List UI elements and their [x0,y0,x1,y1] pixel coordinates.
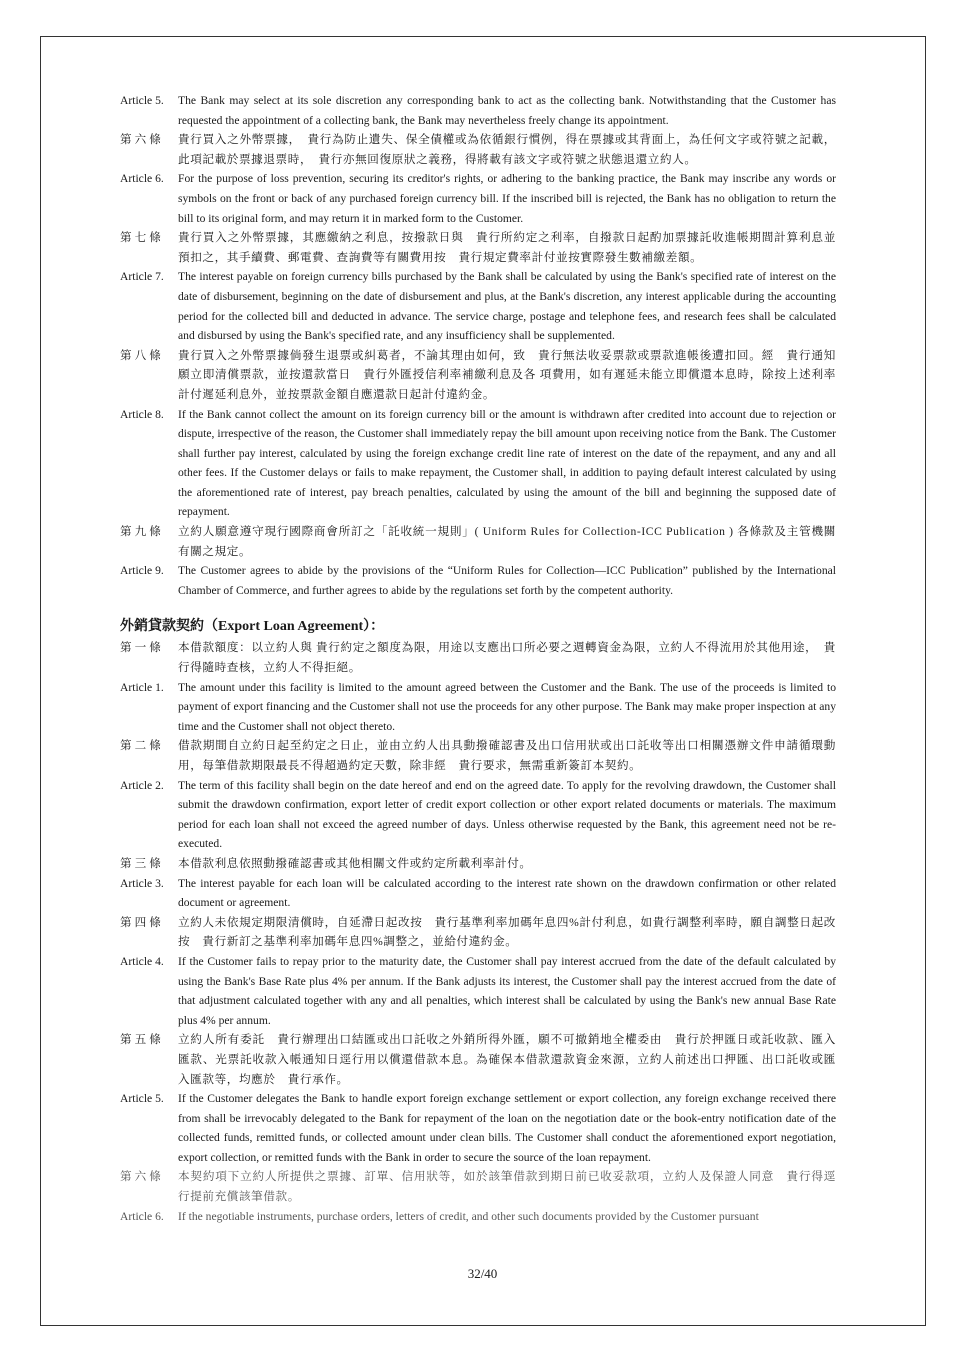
article-label: Article 3. [120,876,164,890]
article-english [120,776,836,854]
article-chinese [120,854,836,874]
article-english [120,169,836,228]
article-chinese [120,522,836,561]
article-text: 本契約項下立約人所提供之票據、訂單、信用狀等，如於該筆借款到期日前已收妥款項，立約人及保證人同意 貴行得逕行提前充償該筆借款。 [178,1170,836,1204]
article-text: The amount under this facility is limited to the amount agreed between the Customer and the Bank. The use of the proceeds is limited to payment of export financing and the Customer shall not use the proceeds for any other purpose. The Bank may make proper inspection at any time and the Customer shall not object thereto. [178,680,836,733]
article-label: 第六條 [120,133,164,147]
article-label: 第七條 [120,231,164,245]
article-label: 第八條 [120,348,164,362]
article-text: 本借款額度：以立約人與 貴行約定之額度為限，用途以支應出口所必要之週轉資金為限，立約人不得流用於其他用途， 貴行得隨時查核，立約人不得拒絕。 [178,641,836,675]
document-body [120,91,836,1226]
article-english [120,267,836,345]
collection-articles [120,91,836,600]
article-chinese [120,1167,836,1206]
article-label: Article 5. [120,94,164,107]
article-label: 第六條 [120,1170,164,1184]
article-text: 立約人願意遵守現行國際商會所訂之「託收統一規則」( Uniform Rules for Collection-ICC Publication ) 各條款及主管機關有關之規定。 [178,525,836,558]
article-text: 貴行買入之外幣票據， 貴行為防止遺失、保全債權或為依循銀行慣例，得在票據或其背面上，為任何文字或符號之記載，此項記載於票據退票時， 貴行亦無回復原狀之義務，得將載有該文字或符號之狀態退還立約人。 [178,133,836,166]
export-loan-articles [120,638,836,1226]
article-text: 借款期間自立約日起至約定之日止，並由立約人出具動撥確認書及出口信用狀或出口託收等出口相關憑辦文件申請循環動用，每筆借款期限最長不得超過約定天數，除非經 貴行要求，無需重新簽訂本契約。 [178,739,836,772]
article-chinese [120,736,836,775]
article-label: Article 6. [120,172,164,186]
article-text: The interest payable on foreign currency bills purchased by the Bank shall be calculated by using the Bank's specified rate of interest on the date of disbursement, beginning on the date of disbursement and plus, at the Bank's discretion, any interest applicable during the accounting period for the collected bill and deducted in advance. The service charge, postage and telephone fees, and research fees shall be calculated and disbursed by using the Bank's specified rate, and any insufficiency shall be supplemented. [178,270,836,343]
article-label: Article 4. [120,954,164,968]
article-text: 立約人所有委託 貴行辦理出口結匯或出口託收之外銷所得外匯，願不可撤銷地全權委由 貴行於押匯日或託收款、匯入匯款、光票託收款入帳通知日逕行用以償還借款本息。為確保本借款還款資金來源，立約人前述出口押匯、出口託收或匯入匯款等，均應於 貴行承作。 [178,1033,836,1086]
article-label: Article 7. [120,270,164,284]
article-label: Article 6. [120,1209,164,1223]
article-text: The Customer agrees to abide by the provisions of the “Uniform Rules for Collection—ICC Publication” published by the International Chamber of Commerce, and further agrees to abide by the regulations set forth by the competent authority. [178,564,836,597]
article-chinese [120,228,836,267]
article-text: The Bank may select at its sole discretion any corresponding bank to act as the collecting bank. Notwithstanding that the Customer has requested the appointment of a collecting bank, the Bank may nevertheless freely change its appointment. [178,94,836,127]
article-label: Article 8. [120,407,164,421]
article-text: If the Customer fails to repay prior to the maturity date, the Customer shall pay interest accrued from the date of the default calculated by using the Bank's Base Rate plus 4% per annum. If the Bank adjusts its interest, the Customer shall pay the interest accrued from the date of that adjustment calculated together with any and all penalties, which interest shall be calculated by using the Bank's new annual Base Rate plus 4% per annum. [178,954,836,1027]
article-chinese [120,913,836,952]
article-chinese [120,638,836,677]
article-text: If the Bank cannot collect the amount on its foreign currency bill or the amount is withdrawn after credited into account due to rejection or dispute, irrespective of the reason, the Customer shall immediately repay the bill amount upon receiving notice from the Bank. The Customer shall further pay interest, calculated by using the foreign exchange credit line rate of interest on the date of the repayment, and any and all other fees. If the Customer delays or fails to make repayment, the Customer shall, in addition to paying default interest calculated by using the aforementioned rate of interest, pay breach penalties, calculated by using the amount of the bill and beginning the supposed date of repayment. [178,407,836,519]
article-text: If the Customer delegates the Bank to handle export foreign exchange settlement or export collection, any foreign exchange received there from shall be irrevocably delegated to the Bank for repayment of the loan on the negotiation date or the book-entry notification date of the collected funds, remitted funds, or collected amount under clean bills. The Customer shall conduct the aforementioned export negotiation, export collection, or remitted funds with the Bank in order to secure the source of the loan repayment. [178,1092,836,1164]
article-text: The term of this facility shall begin on the date hereof and end on the agreed date. To apply for the revolving drawdown, the Customer shall submit the drawdown confirmation, export letter of credit export collection or other export related documents or materials. The maximum period for each loan shall not exceed the agreed number of days. Unless otherwise requested by the Bank, this agreement need not be re-executed. [178,778,836,851]
article-english [120,405,836,523]
article-english [120,952,836,1030]
article-chinese [120,130,836,169]
article-text: If the negotiable instruments, purchase orders, letters of credit, and other such documents provided by the Customer pursuant [178,1209,759,1223]
article-label: 第四條 [120,915,164,929]
article-text: For the purpose of loss prevention, securing its creditor's rights, or adhering to the banking practice, the Bank may inscribe any words or symbols on the front or back of any purchased foreign currency bill. If the inscribed bill is rejected, the Bank has no obligation to return the bill to its original form, and may return it in marked form to the Customer. [178,172,836,225]
article-label: Article 2. [120,778,164,792]
article-label: 第九條 [120,525,164,539]
article-chinese [120,346,836,405]
article-label: 第五條 [120,1033,164,1047]
article-label: 第三條 [120,856,164,870]
article-english [120,1207,836,1227]
article-english [120,874,836,913]
article-label: Article 5. [120,1092,164,1106]
article-label: Article 9. [120,564,164,578]
article-english [120,561,836,600]
article-english [120,1089,836,1167]
article-text: 貴行買入之外幣票據，其應繳納之利息，按撥款日與 貴行所約定之利率，自撥款日起酌加票據託收進帳期間計算利息並預扣之，其手續費、郵電費、查詢費等有關費用按 貴行規定費率計付並按實際發生數補繳差額。 [178,231,836,264]
section-title-export-loan-agreement: 外銷貸款契約（Export Loan Agreement）： [120,619,385,635]
page-number: 32/40 [467,1266,498,1281]
article-text: 立約人未依規定期限清償時，自延滯日起改按 貴行基準利率加碼年息四%計付利息，如貴行調整利率時，願自調整日起改按 貴行新訂之基準利率加碼年息四%調整之，並給付違約金。 [178,915,836,949]
article-chinese [120,1030,836,1089]
article-english [120,678,836,737]
article-text: The interest payable for each loan will be calculated according to the interest rate shown on the drawdown confirmation or other related document or agreement. [178,876,836,910]
article-english [120,91,836,130]
article-text: 貴行買入之外幣票據倘發生退票或糾葛者，不論其理由如何，致 貴行無法收妥票款或票款進帳後遭扣回。經 貴行通知願立即清償票款，並按還款當日 貴行外匯授信利率補繳利息及各 項費用，如有遲延未能立即償還本息時，除按上述利率計付遲延利息外，並按票款金額自應還款日起計付違約金。 [178,348,836,401]
article-label: 第一條 [120,641,164,655]
article-label: 第二條 [120,739,164,753]
article-label: Article 1. [120,680,164,694]
article-text: 本借款利息依照動撥確認書或其他相關文件或約定所載利率計付。 [178,856,532,870]
